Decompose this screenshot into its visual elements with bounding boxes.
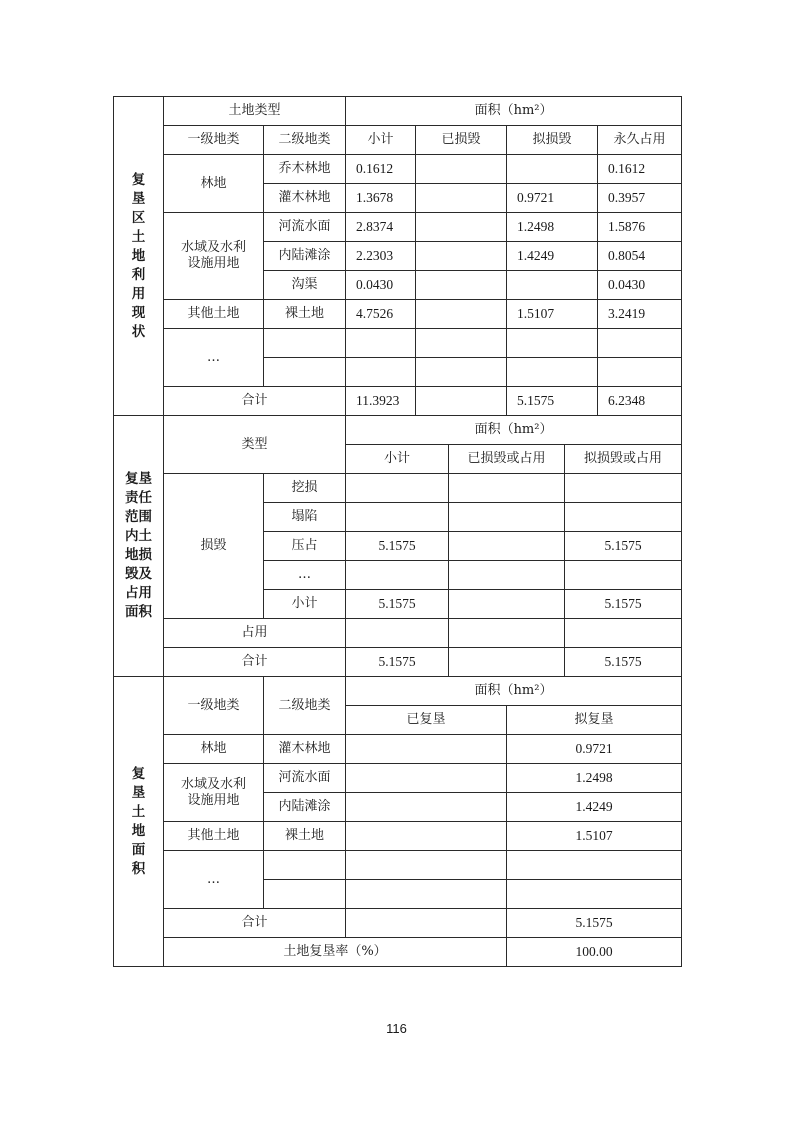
s1-cell: 0.8054 [598,242,682,271]
s1-cell [416,242,507,271]
s3-cell [346,822,507,851]
s1-level1-header: 一级地类 [164,126,264,155]
s1-empty-cell [264,329,346,358]
s1-water-label: 水域及水利 设施用地 [164,213,264,300]
s1-forest-label: 林地 [164,155,264,213]
s3-table [113,676,682,967]
s1-cell: 3.2419 [598,300,682,329]
land-reclamation-table [113,96,682,416]
s2-cell [346,503,449,532]
s1-cell: 0.0430 [598,271,682,300]
s3-rate-value: 100.00 [507,938,682,967]
s3-empty-cell [346,880,507,909]
s2-total-label: 合计 [164,648,346,677]
s3-empty-cell [507,880,682,909]
s3-level2-header: 二级地类 [264,677,346,735]
s2-type-header: 类型 [164,416,346,474]
s1-total-cell: 11.3923 [346,387,416,416]
s2-cell [449,532,565,561]
s1-col-damaged: 已损毁 [416,126,507,155]
s1-cell: 2.8374 [346,213,416,242]
s1-cell: 1.3678 [346,184,416,213]
s2-side-label: 复垦 责任 范围 内土 地损 毁及 占用 面积 [114,416,164,677]
s1-total-cell: 5.1575 [507,387,598,416]
s2-row-sub: … [264,561,346,590]
s1-cell: 0.1612 [346,155,416,184]
s1-cell [507,155,598,184]
s1-empty-cell [346,329,416,358]
s2-header-row [114,416,682,445]
s3-side-label: 复 垦 土 地 面 积 [114,677,164,967]
s2-cell [565,561,682,590]
s3-cell: 1.2498 [507,764,682,793]
s3-row-sub: 灌木林地 [264,735,346,764]
s3-cell [346,793,507,822]
s2-area-header: 面积（hm²） [346,416,682,445]
s3-col-to-reclaim: 拟复垦 [507,706,682,735]
s2-row-sub: 压占 [264,532,346,561]
s2-cell: 5.1575 [565,532,682,561]
s1-cell: 0.3957 [598,184,682,213]
s1-col-permanent: 永久占用 [598,126,682,155]
table-row [114,735,682,764]
s3-col-reclaimed: 已复垦 [346,706,507,735]
s2-cell [565,503,682,532]
s1-cell: 4.7526 [346,300,416,329]
s2-cell [449,561,565,590]
s1-empty-cell [416,358,507,387]
s1-subheader-row [114,126,682,155]
s1-total-label: 合计 [164,387,346,416]
s1-empty-cell [598,329,682,358]
s1-empty-cell [346,358,416,387]
s1-row-sub: 河流水面 [264,213,346,242]
s1-total-cell [416,387,507,416]
s3-total-cell: 5.1575 [507,909,682,938]
s2-row-sub: 小计 [264,590,346,619]
s1-cell: 0.9721 [507,184,598,213]
s3-level1-header: 一级地类 [164,677,264,735]
s2-cell: 5.1575 [346,532,449,561]
s2-cell [346,561,449,590]
s2-cell [346,619,449,648]
s3-cell: 1.4249 [507,793,682,822]
s3-cell: 0.9721 [507,735,682,764]
s1-row-sub: 乔木林地 [264,155,346,184]
s2-occupy-label: 占用 [164,619,346,648]
table-row [114,300,682,329]
s3-forest-label: 林地 [164,735,264,764]
s1-cell: 1.5876 [598,213,682,242]
s3-cell: 1.5107 [507,822,682,851]
s3-empty-cell [346,851,507,880]
s3-total-label: 合计 [164,909,346,938]
page-number: 116 [386,1021,407,1036]
table-row [114,213,682,242]
s3-row-sub: 内陆滩涂 [264,793,346,822]
s3-total-row [114,909,682,938]
s2-total-cell: 5.1575 [346,648,449,677]
s1-cell: 2.2303 [346,242,416,271]
s1-cell: 0.0430 [346,271,416,300]
s1-row-sub: 沟渠 [264,271,346,300]
table-row [114,155,682,184]
s1-level2-header: 二级地类 [264,126,346,155]
s1-header-row [114,97,682,126]
s3-rate-label: 土地复垦率（%） [164,938,507,967]
s1-cell: 0.1612 [598,155,682,184]
s1-ellipsis: … [164,329,264,387]
s3-cell [346,735,507,764]
s1-cell [416,184,507,213]
s3-ellipsis: … [164,851,264,909]
s1-total-row [114,387,682,416]
s3-cell [346,764,507,793]
s1-total-cell: 6.2348 [598,387,682,416]
s2-cell [346,474,449,503]
s1-land-type-header: 土地类型 [164,97,346,126]
s2-total-row [114,648,682,677]
s2-cell [565,474,682,503]
table-row [114,764,682,793]
s2-cell [449,590,565,619]
s1-empty-cell [507,358,598,387]
s2-total-cell: 5.1575 [565,648,682,677]
s1-area-header: 面积（hm²） [346,97,682,126]
s1-cell: 1.5107 [507,300,598,329]
s3-header-row [114,677,682,706]
s1-cell: 1.4249 [507,242,598,271]
s2-cell [565,619,682,648]
s2-row-sub: 挖损 [264,474,346,503]
s1-row-sub: 灌木林地 [264,184,346,213]
s1-cell: 1.2498 [507,213,598,242]
s3-area-header: 面积（hm²） [346,677,682,706]
table-row [114,474,682,503]
s3-empty-cell [264,851,346,880]
table-row [114,619,682,648]
s1-side-label: 复 垦 区 土 地 利 用 现 状 [114,97,164,416]
s1-empty-cell [507,329,598,358]
s2-cell: 5.1575 [346,590,449,619]
s2-cell [449,619,565,648]
s2-col-subtotal: 小计 [346,445,449,474]
s2-cell: 5.1575 [565,590,682,619]
s1-empty-cell [598,358,682,387]
s1-cell [416,300,507,329]
s1-row-sub: 裸土地 [264,300,346,329]
s1-col-to-damage: 拟损毁 [507,126,598,155]
s3-water-label: 水域及水利 设施用地 [164,764,264,822]
table-row [114,851,682,880]
s3-other-label: 其他土地 [164,822,264,851]
land-reclamation-table-page [113,96,681,967]
s2-total-cell [449,648,565,677]
table-row [114,822,682,851]
s1-col-subtotal: 小计 [346,126,416,155]
s1-cell [416,155,507,184]
s3-row-sub: 河流水面 [264,764,346,793]
s1-other-label: 其他土地 [164,300,264,329]
s1-empty-cell [264,358,346,387]
s3-empty-cell [507,851,682,880]
s1-row-sub: 内陆滩涂 [264,242,346,271]
s1-cell [416,271,507,300]
s2-damage-label: 损毁 [164,474,264,619]
s2-cell [449,503,565,532]
s1-cell [416,213,507,242]
table-row [114,329,682,358]
s2-cell [449,474,565,503]
s3-empty-cell [264,880,346,909]
s2-col-damaged: 已损毁或占用 [449,445,565,474]
s3-total-cell [346,909,507,938]
s3-rate-row [114,938,682,967]
s1-empty-cell [416,329,507,358]
s2-row-sub: 塌陷 [264,503,346,532]
s2-col-to-damage: 拟损毁或占用 [565,445,682,474]
s1-cell [507,271,598,300]
s2-table [113,415,682,677]
s3-row-sub: 裸土地 [264,822,346,851]
